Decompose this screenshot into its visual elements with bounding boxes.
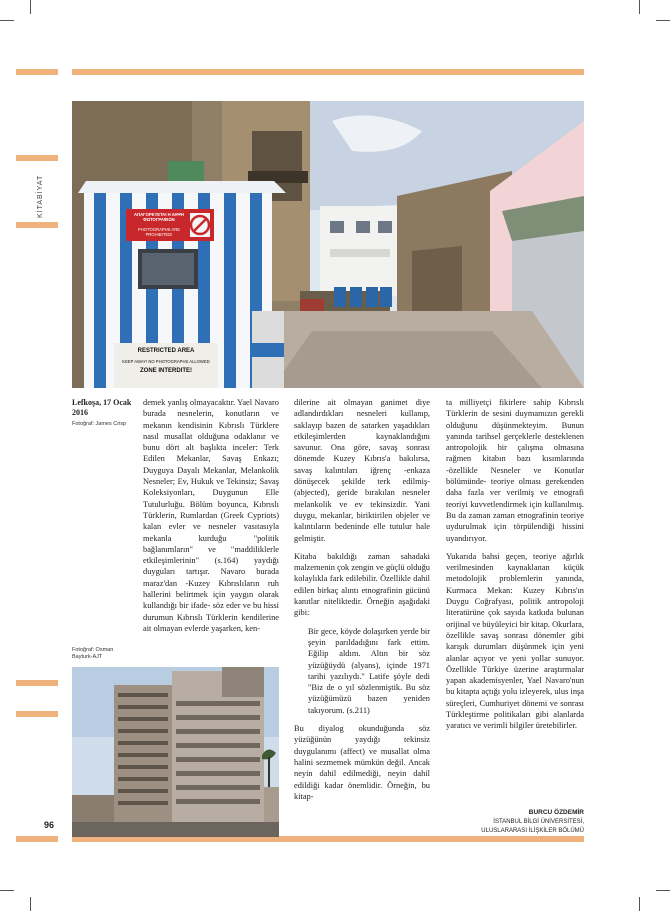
page-number: 96 (44, 820, 55, 830)
text-column-3 (446, 397, 584, 739)
side-accent-bar (16, 680, 58, 686)
photo-caption-title: Lefkoşa, 17 Ocak 2016 (72, 398, 132, 417)
crop-mark (30, 0, 31, 14)
second-photo-illustration (72, 667, 279, 837)
main-photo (72, 101, 584, 388)
crop-mark (639, 897, 640, 911)
crop-mark (656, 20, 670, 21)
author-affiliation-1: İSTANBUL BİLGİ ÜNİVERSİTESİ, (493, 819, 584, 825)
second-photo (72, 667, 279, 837)
paragraph: demek yanlış olmayacaktır. Yael Navaro burada nesnelerin, konutların ve mekanın kendisinin Kıbrıslı Türklere nasıl musallat olduğuna odaklanır ve bunu dört alt başlıkta inceler: Terk Edilen Mekanlar, Savaş Enkazı; Duyguya Dayalı Mekanlar, Melankolik Nesneler; Ev, Hukuk ve Tekinsiz; Savaş Koleksiyonları, Duygunun Elle Tutulurluğu. Bölüm boyunca, Kıbrıslı Türklerin, Rumlardan (Greek Cypriots) kalan evler ve nesneler vasıtasıyla mekanla kurduğu "politik bağlanımların" ve "maddiliklerle etkileşimlerinin" (s.164) yaydığı duyguları tartışır. Navaro burada maraz'dan -Kuzey Kıbrıslıların ruh hallerini belirtmek için yaygın olarak kullandığı bir ifade- söz eder ve bu hissi durumun Kıbrıslı Türklerin kendilerine ait olmayan evlerde yaşarken, ken- (143, 398, 279, 633)
second-photo-credit: Fotoğraf: Osman Bayturk-AJT (72, 647, 114, 660)
side-accent-bar (16, 711, 58, 717)
crop-mark (639, 0, 640, 14)
crop-mark (656, 890, 670, 891)
author-name: BURCU ÖZDEMİR (528, 809, 584, 816)
top-accent-bar-left (16, 69, 58, 75)
restricted-board-line-1: RESTRICTED AREA (137, 348, 195, 354)
crop-mark (0, 890, 14, 891)
author-affiliation-2: ULUSLARARASI İLİŞKİLER BÖLÜMÜ (481, 828, 584, 834)
side-accent-bar (16, 222, 58, 228)
photo-caption-credit: Fotoğraf: James Crisp (72, 421, 127, 427)
text-column-2 (294, 397, 430, 809)
paragraph: dilerine ait olmayan ganimet diye adlandırdıkları nesneleri kullanıp, saklayıp bazen de satarken yaşadıkları etkileşimlerden kaynaklandığını savunur. Ona göre, savaş sonrası dönemde Kuzey Kıbrıs'a bakılırsa, savaş kalıntıları iğrenç -enkaza dönüşecek şekilde terk edilmiş- (abjected), geride bırakılan nesneler melankolik ve ev tekinsizdir. Yani duygu, mekanlar, biriktirilen objeler ve kalıntıların bedeninde elle tutulur hale gelmiştir. (294, 398, 430, 543)
main-photo-illustration (72, 101, 584, 388)
section-label: KİTABİYAT (37, 174, 44, 218)
sign-red-subtitle: PHOTOGRAPHS ARE PROHIBITED! (137, 227, 181, 237)
paragraph: ta milliyetçi fikirlere sahip Kıbrıslı Türklerin de sesini duymamızın gerekli olduğunu düşünmekteyim. Bunun yanında tarihsel gerçeklerle desteklenen antropolojik bir çalışma olmasına rağmen kitabın bazı kısımlarında -özellikle Nesneler ve Konutlar bölümünde- teoriye olması gerekenden daha fazla ver verilmiş ve etnografi teoriyi kuvvetlendirmek için kullanılmış. Bu da zaman zaman etnografinin teoriye uydurulmak için törpülendiği hissini uyandırıyor. (446, 398, 584, 543)
block-quote: Bir gece, köyde dolaşırken yerde bir şeyin parıldadığını fark ettim. Eğilip aldım. Altın bir söz yüzüğüydü (alyans), içinde 1971 tarihi yazılıydı." Latife şöyle dedi "Biz de o yıl sözlenmiştik. Bu söz yüzüğümüzü bazen yeniden takıyorum. (s.211) (308, 626, 430, 715)
top-accent-bar-main (72, 69, 584, 75)
paragraph: Bu diyalog okunduğunda söz yüzüğünün yaydığı tekinsiz duygulanımı (affect) ve musallat olma halini sezmemek mümkün değil. Ancak neyin dahil edilmediği, neyin dahil edildiği kadar önemlidir. Örneğin, bu kitap- (294, 724, 430, 801)
paragraph: Kitaba bakıldığı zaman sahadaki malzemenin çok zengin ve güçlü olduğu kolaylıkla fark edilebilir. Özellikle dahil edilen birkaç alıntı etnografinin gücünü kanıtlar niteliktedir. Örneğin aşağıdaki gibi: (294, 551, 430, 618)
crop-mark (30, 897, 31, 911)
restricted-board-line-3: ZONE INTERDITE! (140, 368, 192, 374)
restricted-board-line-2: KEEP AWAY! NO PHOTOGRAPHS ALLOWED (122, 359, 210, 364)
paragraph: Yukarıda bahsi geçen, teoriye ağırlık verilmesinden kaynaklanan küçük metodolojik problemlerin yanında, Kurmaca Mekan: Kuzey Kıbrıs'ın Duygu Coğrafyası, politik antropoloji literatürüne çok sayıda katkıda bulunan orijinal ve büyüleyici bir kitap. Okurlara, özellikle savaş sonrası dönemler gibi karışık durumları düşünmek için yeni alanlar açıyor ve yeni yollar sunuyor. Özellikle Türkiye üzerine araştırmalar yapan akademisyenler, Yael Navaro'nun bu kitapta açtığı yolu izleyerek, ulus inşa süreçleri, Cumhuriyet dönemi ve sonrası Türkleştirme politikaları gibi alanlarda yaratıcı ve verimli bilgiler üretebilirler. (446, 551, 584, 731)
text-column-1 (143, 397, 279, 641)
sign-red-title: ΑΠΑΓΟΡΕΥΕΤΑΙ Η ΛΗΨΗ ΦΩΤΟΓΡΑΦΙΩΝ (134, 212, 184, 222)
crop-mark (0, 20, 14, 21)
bottom-accent-bar-left (16, 836, 58, 842)
author-block (481, 808, 584, 836)
side-accent-bar (16, 155, 58, 161)
